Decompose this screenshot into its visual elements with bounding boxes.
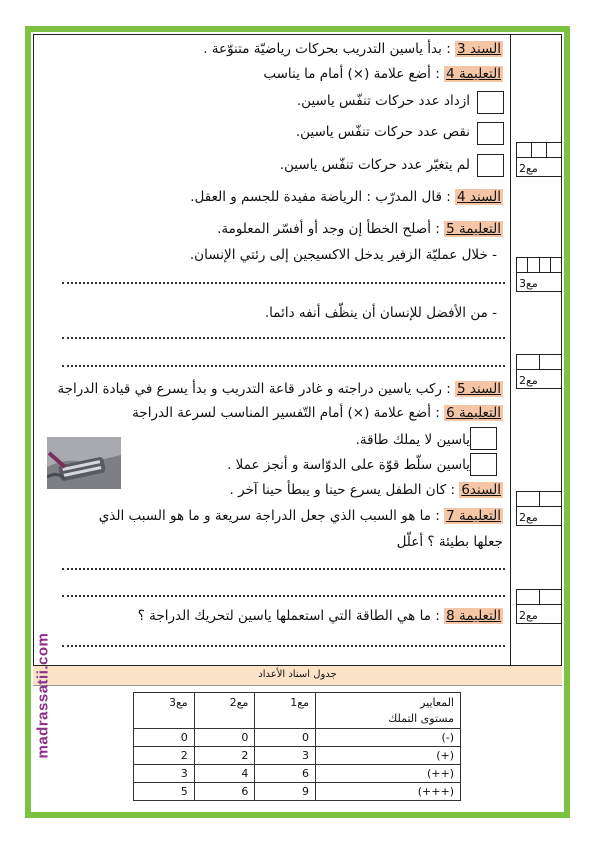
level-cell: (-): [316, 729, 461, 747]
score-cell: 0: [134, 729, 195, 747]
checkbox-option-6b[interactable]: [470, 453, 497, 476]
answer-line[interactable]: [62, 337, 505, 339]
score-cell: 5: [134, 783, 195, 801]
instruction-7-text: : ما هو السبب الذي جعل الدراجة سريعة و ما هو السبب الذي: [98, 508, 445, 524]
instruction-4: [263, 65, 503, 83]
column-header: مع2: [194, 693, 255, 729]
table-row: [134, 747, 461, 765]
score-cell: 0: [255, 729, 316, 747]
grade-box-label: مع3: [519, 277, 538, 290]
instruction-6-tag: التعليمة 6: [446, 405, 501, 421]
grade-box: [516, 257, 562, 292]
instruction-5-text: : أصلح الخطأ إن وجد أو أفسّر المعلومة.: [217, 221, 445, 237]
scoring-table-title: جدول اسناد الأعداد: [258, 669, 337, 680]
score-cell: 0: [194, 729, 255, 747]
score-cell: 3: [255, 747, 316, 765]
support-4-text: : قال المدرّب : الرياضة مفيدة للجسم و العقل.: [190, 189, 456, 205]
criteria-header: [316, 693, 461, 729]
option-4a-label: ازداد عدد حركات تنفّس ياسين.: [296, 93, 470, 109]
instruction-7: [99, 507, 503, 525]
instruction-6-text: : أضع علامة (×) أمام التّفسير المناسب لسرعة الدراجة: [132, 405, 445, 421]
instruction-7-continued: جعلها بطيئة ؟ أعلّل: [396, 534, 503, 550]
grade-box-label: مع2: [519, 374, 538, 387]
score-cell: 3: [134, 765, 195, 783]
table-row: [134, 765, 461, 783]
support-6: [230, 481, 503, 499]
instruction-8-tag: التعليمة 8: [446, 608, 501, 624]
score-cell: 6: [255, 765, 316, 783]
support-6-tag: السند6: [461, 482, 501, 498]
scoring-table: [133, 692, 461, 801]
score-cell: 9: [255, 783, 316, 801]
statement-1: - خلال عمليّة الزفير يدخل الاكسيجين إلى رئتي الإنسان.: [189, 247, 497, 263]
support-4-tag: السند 4: [457, 189, 501, 205]
bicycle-pedal-photo: [47, 437, 121, 489]
score-cell: 4: [194, 765, 255, 783]
option-6b-label: ياسين سلّط قوّة على الدوّاسة و أنجز عملا .: [227, 457, 470, 473]
scoring-table-title-bar: [33, 666, 562, 686]
support-5-tag: السند 5: [457, 381, 501, 397]
scoring-table-header: [134, 693, 461, 729]
column-header: مع1: [255, 693, 316, 729]
support-4: [190, 188, 503, 206]
level-cell: (++): [316, 765, 461, 783]
instruction-4-text: : أضع علامة (×) أمام ما يناسب: [263, 66, 445, 82]
answer-line[interactable]: [62, 365, 505, 367]
score-cell: 2: [194, 747, 255, 765]
support-3: [203, 40, 503, 58]
level-cell: (+): [316, 747, 461, 765]
grade-box-label: مع2: [519, 609, 538, 622]
grading-column-divider: [510, 34, 511, 666]
answer-line[interactable]: [62, 595, 505, 597]
grade-box-label: مع2: [519, 511, 538, 524]
answer-line[interactable]: [62, 568, 505, 570]
instruction-6: [132, 404, 503, 422]
grade-box: [516, 491, 562, 526]
column-header: مع3: [134, 693, 195, 729]
score-cell: 2: [134, 747, 195, 765]
grade-box: [516, 142, 562, 177]
pedal-illustration: [47, 437, 121, 489]
support-5: [57, 380, 503, 398]
support-3-text: : بدأ ياسين التدريب بحركات رياضيّة متنوّعة .: [203, 41, 456, 57]
checkbox-option-4c[interactable]: [477, 154, 504, 177]
support-6-text: : كان الطفل يسرع حينا و يبطأ حينا آخر .: [229, 482, 460, 498]
instruction-5-tag: التعليمة 5: [446, 221, 501, 237]
option-6a-label: ياسين لا يملك طاقة.: [355, 432, 470, 448]
site-watermark: [28, 590, 52, 760]
table-row: [134, 783, 461, 801]
level-cell: (+++): [316, 783, 461, 801]
grade-box: [516, 354, 562, 389]
checkbox-option-6a[interactable]: [470, 427, 497, 450]
statement-2: - من الأفضل للإنسان أن ينظّف أنفه دائما.: [264, 305, 497, 321]
instruction-4-tag: التعليمة 4: [446, 66, 501, 82]
checkbox-option-4b[interactable]: [477, 122, 504, 145]
support-5-text: : ركب ياسين دراجته و غادر قاعة التدريب و بدأ يسرع في قيادة الدراجة: [57, 381, 456, 397]
instruction-7-tag: التعليمة 7: [446, 508, 501, 524]
option-4c-label: لم يتغيّر عدد حركات تنفّس ياسين.: [279, 157, 470, 173]
instruction-8: [138, 607, 503, 625]
answer-line[interactable]: [62, 645, 505, 647]
level-label: مستوى التملك: [388, 712, 454, 725]
grade-box-label: مع2: [519, 162, 538, 175]
instruction-5: [217, 220, 503, 238]
checkbox-option-4a[interactable]: [477, 91, 504, 114]
answer-line[interactable]: [62, 282, 505, 284]
table-row: [134, 729, 461, 747]
grade-box: [516, 589, 562, 624]
score-cell: 6: [194, 783, 255, 801]
watermark-text: madrassatii.com: [34, 632, 52, 759]
instruction-8-text: : ما هي الطاقة التي استعملها ياسين لتحريك الدراجة ؟: [137, 608, 445, 624]
option-4b-label: نقص عدد حركات تنفّس ياسين.: [295, 124, 470, 140]
criteria-label: المعايير: [420, 696, 454, 709]
support-3-tag: السند 3: [457, 41, 501, 57]
